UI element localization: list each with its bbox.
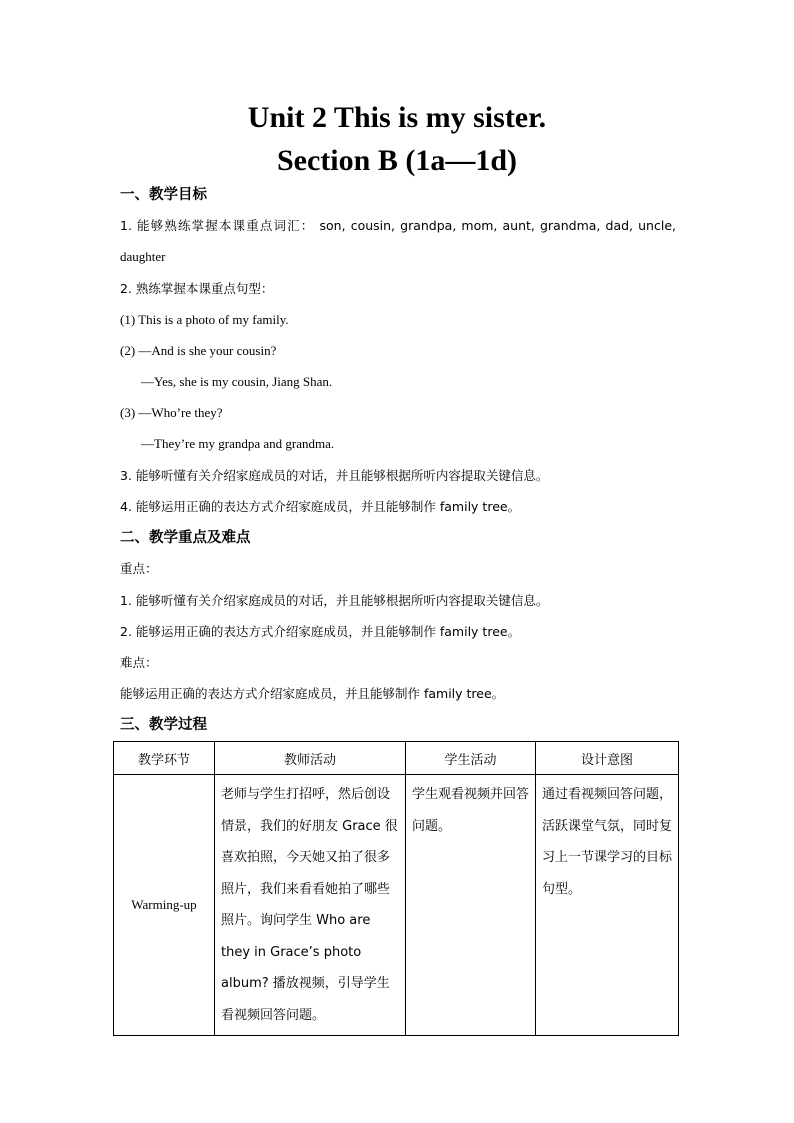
- table-row: [114, 775, 679, 1036]
- cell-stage: Warming-up: [114, 775, 215, 1036]
- document-subtitle: Section B (1a—1d): [277, 144, 517, 177]
- section-heading-objectives: 一、教学目标: [120, 187, 207, 203]
- sentence-pattern-3-answer: —They’re my grandpa and grandma.: [141, 436, 335, 451]
- column-header-student-activity: 学生活动: [406, 742, 536, 775]
- sentence-pattern-1: (1) This is a photo of my family.: [120, 312, 289, 327]
- cell-teacher-activity: 老师与学生打招呼，然后创设情景，我们的好朋友 Grace 很喜欢拍照，今天她又拍了很多照片，我们来看看她拍了哪些照片。询问学生 Who are they in Grace’s photo album? 播放视频，引导学生看视频回答问题。: [215, 775, 406, 1036]
- column-header-stage: 教学环节: [114, 742, 215, 775]
- objective-item-3: 3. 能够听懂有关介绍家庭成员的对话，并且能够根据所听内容提取关键信息。: [120, 468, 549, 483]
- section-heading-process: 三、教学过程: [120, 717, 207, 733]
- key-points-label: 重点：: [120, 561, 158, 576]
- objective-item-1-continued: daughter: [120, 249, 166, 264]
- objective-item-1: 1. 能够熟练掌握本课重点词汇： son, cousin, grandpa, mom, aunt, grandma, dad, uncle,: [120, 218, 676, 233]
- sentence-pattern-3-question: (3) —Who’re they?: [120, 405, 223, 420]
- sentence-pattern-2-question: (2) —And is she your cousin?: [120, 343, 277, 358]
- objective-item-2: 2. 熟练掌握本课重点句型：: [120, 281, 274, 296]
- table-header-row: [114, 742, 679, 775]
- objective-item-4: 4. 能够运用正确的表达方式介绍家庭成员，并且能够制作 family tree。: [120, 499, 521, 514]
- section-heading-key-points: 二、教学重点及难点: [120, 530, 251, 546]
- sentence-pattern-2-answer: —Yes, she is my cousin, Jiang Shan.: [141, 374, 333, 389]
- cell-student-activity: 学生观看视频并回答问题。: [406, 775, 536, 1036]
- difficult-point-1: 能够运用正确的表达方式介绍家庭成员，并且能够制作 family tree。: [120, 686, 505, 701]
- cell-design-intent: 通过看视频回答问题，活跃课堂气氛，同时复习上一节课学习的目标句型。: [536, 775, 679, 1036]
- key-point-1: 1. 能够听懂有关介绍家庭成员的对话，并且能够根据所听内容提取关键信息。: [120, 593, 549, 608]
- difficult-points-label: 难点：: [120, 655, 158, 670]
- column-header-design-intent: 设计意图: [536, 742, 679, 775]
- teaching-process-table: [113, 741, 679, 1036]
- document-title: Unit 2 This is my sister.: [247, 101, 547, 134]
- column-header-teacher-activity: 教师活动: [215, 742, 406, 775]
- key-point-2: 2. 能够运用正确的表达方式介绍家庭成员，并且能够制作 family tree。: [120, 624, 521, 639]
